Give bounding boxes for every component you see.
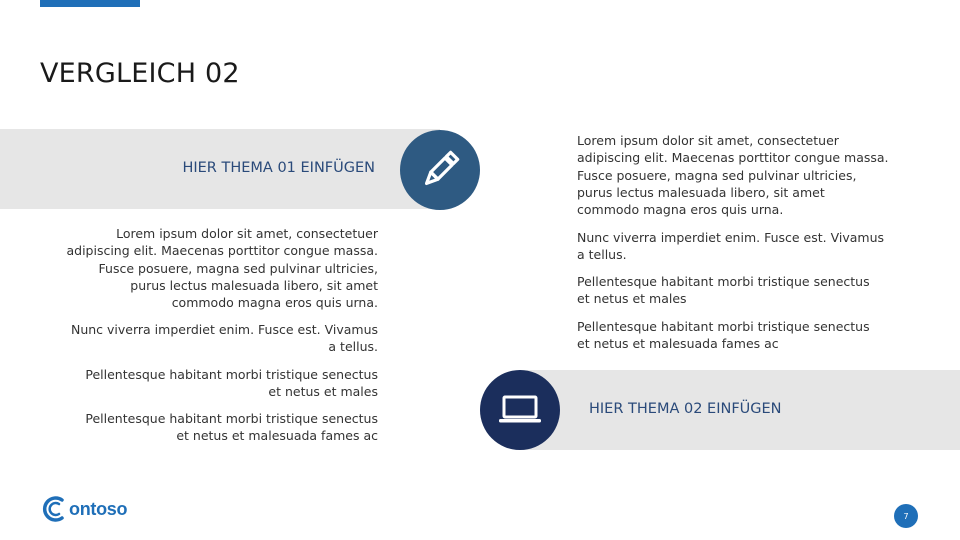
pencil-icon: [417, 147, 463, 193]
topic2-paragraph-4: Pellentesque habitant morbi tristique senectus et netus et malesuada fames ac: [577, 319, 870, 352]
contoso-logo: [40, 494, 127, 524]
topic2-heading: HIER THEMA 02 EINFÜGEN: [589, 401, 782, 417]
topic1-icon-circle: [400, 130, 480, 210]
topic2-paragraph-3: Pellentesque habitant morbi tristique senectus et netus et males: [577, 274, 870, 307]
topic1-paragraph-3: Pellentesque habitant morbi tristique senectus et netus et males: [85, 367, 378, 400]
page-number-badge: 7: [894, 504, 918, 528]
logo-text: ontoso: [69, 498, 128, 519]
topic1-paragraph-4: Pellentesque habitant morbi tristique senectus et netus et malesuada fames ac: [85, 411, 378, 444]
topic2-paragraph-2: Nunc viverra imperdiet enim. Fusce est. Vivamus a tellus.: [577, 230, 885, 263]
topic2-icon-circle: [480, 370, 560, 450]
logo-c-icon: [40, 494, 66, 524]
laptop-icon: [498, 394, 542, 426]
slide-title: VERGLEICH 02: [40, 58, 240, 89]
topic2-paragraph-1: Lorem ipsum dolor sit amet, consectetuer adipiscing elit. Maecenas porttitor congue massa. Fusce posuere, magna sed pulvinar ultricies, purus lectus malesuada libero, sit amet commodo magna eros quis urna.: [577, 133, 889, 218]
topic1-paragraph-2: Nunc viverra imperdiet enim. Fusce est. Vivamus a tellus.: [70, 322, 378, 355]
topic1-heading: HIER THEMA 01 EINFÜGEN: [182, 160, 375, 176]
topic1-paragraph-1: Lorem ipsum dolor sit amet, consectetuer adipiscing elit. Maecenas porttitor congue massa. Fusce posuere, magna sed pulvinar ultricies, purus lectus malesuada libero, sit amet commodo magna eros quis urna.: [66, 226, 378, 311]
top-accent-bar: [40, 0, 140, 7]
